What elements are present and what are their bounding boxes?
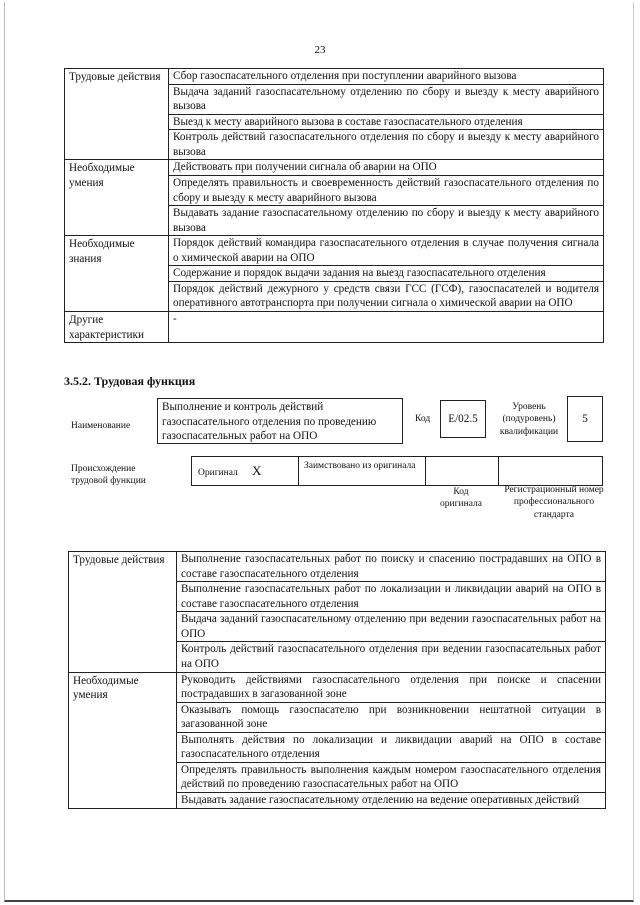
table-row	[69, 672, 606, 702]
row-item: Содержание и порядок выдачи задания на выезд газоспасательного отделения	[169, 266, 604, 282]
row-item: Контроль действий газоспасательного отделения по сбору и выезду к месту аварийного вызова	[169, 130, 604, 160]
table-row	[69, 552, 606, 582]
function-name-value: Выполнение и контроль действий газоспасательного отделения по проведению газоспасательных работ на ОПО	[157, 398, 403, 444]
row-item: Оказывать помощь газоспасателю при возникновении нештатной ситуации в загазованной зоне	[177, 702, 606, 732]
row-item: Порядок действий дежурного у средств связи ГСС (ГСФ), газоспасателей и водителя оперативного автотранспорта при получении сигнала о химической аварии на ОПО	[169, 281, 604, 311]
original-label: Оригинал	[198, 468, 238, 478]
row-category: Необходимые умения	[65, 160, 169, 236]
row-item: Выдача заданий газоспасательному отделению при ведении газоспасательных работ на ОПО	[177, 612, 606, 642]
row-item: Выдавать задание газоспасательному отделению по сбору и выезду к месту аварийного вызова	[169, 206, 604, 236]
row-item: -	[169, 312, 604, 343]
row-item: Выполнение газоспасательных работ по поиску и спасению пострадавших на ОПО в составе газоспасательного отделения	[177, 552, 606, 582]
row-category: Другие характеристики	[65, 312, 169, 343]
origin-label	[71, 463, 167, 488]
row-item: Определять правильность и своевременность действий газоспасательного отделения по сбору и выезду к месту аварийного вызова	[169, 175, 604, 205]
table-row	[65, 236, 604, 266]
page-number: 23	[314, 44, 326, 56]
qualification-level-value: 5	[567, 396, 603, 442]
row-item: Руководить действиями газоспасательного отделения при поиске и спасении пострадавших в загазованной зоне	[177, 672, 606, 702]
requirements-table-1	[64, 68, 604, 343]
row-item: Определять правильность выполнения каждым номером газоспасательного отделения действий по проведению газоспасательных работ на ОПО	[177, 762, 606, 792]
borrowed-label: Заимствовано из оригинала	[304, 461, 416, 471]
row-item: Выдача заданий газоспасательному отделению по сбору и выезду к месту аварийного вызова	[169, 84, 604, 114]
requirements-table-2	[68, 551, 606, 809]
code-label: Код	[415, 414, 431, 424]
row-item: Сбор газоспасательного отделения при поступлении аварийного вызова	[169, 69, 604, 85]
row-item: Выполнение газоспасательных работ по локализации и ликвидации аварий на ОПО в составе газоспасательного отделения	[177, 582, 606, 612]
row-item: Выезд к месту аварийного вызова в составе газоспасательного отделения	[169, 114, 604, 130]
row-item: Выдавать задание газоспасательному отделению на ведение оперативных действий	[177, 793, 606, 809]
origin-divider	[498, 457, 499, 485]
original-mark: X	[252, 463, 262, 478]
table-row	[65, 312, 604, 343]
origin-divider	[298, 457, 299, 485]
qualification-level-label: Уровень (подуровень) квалификации	[499, 402, 559, 437]
section-heading: 3.5.2. Трудовая функция	[64, 374, 196, 388]
row-item: Выполнять действия по локализации и ликвидации аварий на ОПО в составе газоспасательного отделения	[177, 732, 606, 762]
row-category: Трудовые действия	[69, 552, 177, 673]
row-item: Контроль действий газоспасательного отделения при ведении газоспасательных работ на ОПО	[177, 642, 606, 672]
origin-label-text: Происхождение трудовой функции	[71, 464, 146, 487]
row-category: Необходимые умения	[69, 672, 177, 808]
row-item: Действовать при получении сигнала об аварии на ОПО	[169, 160, 604, 176]
code-value: E/02.5	[440, 400, 486, 438]
table-row	[65, 69, 604, 85]
row-category: Трудовые действия	[65, 69, 169, 160]
origin-divider	[425, 457, 426, 485]
row-item: Порядок действий командира газоспасательного отделения в случае получения сигнала о химической аварии на ОПО	[169, 236, 604, 266]
registration-number-label: Регистрационный номер профессионального стандарта	[504, 485, 604, 520]
table-row	[65, 160, 604, 176]
code-original-label: Код оригинала	[440, 487, 482, 510]
row-category: Необходимые знания	[65, 236, 169, 312]
function-name-label: Наименование	[71, 421, 131, 431]
origin-box	[191, 456, 603, 486]
